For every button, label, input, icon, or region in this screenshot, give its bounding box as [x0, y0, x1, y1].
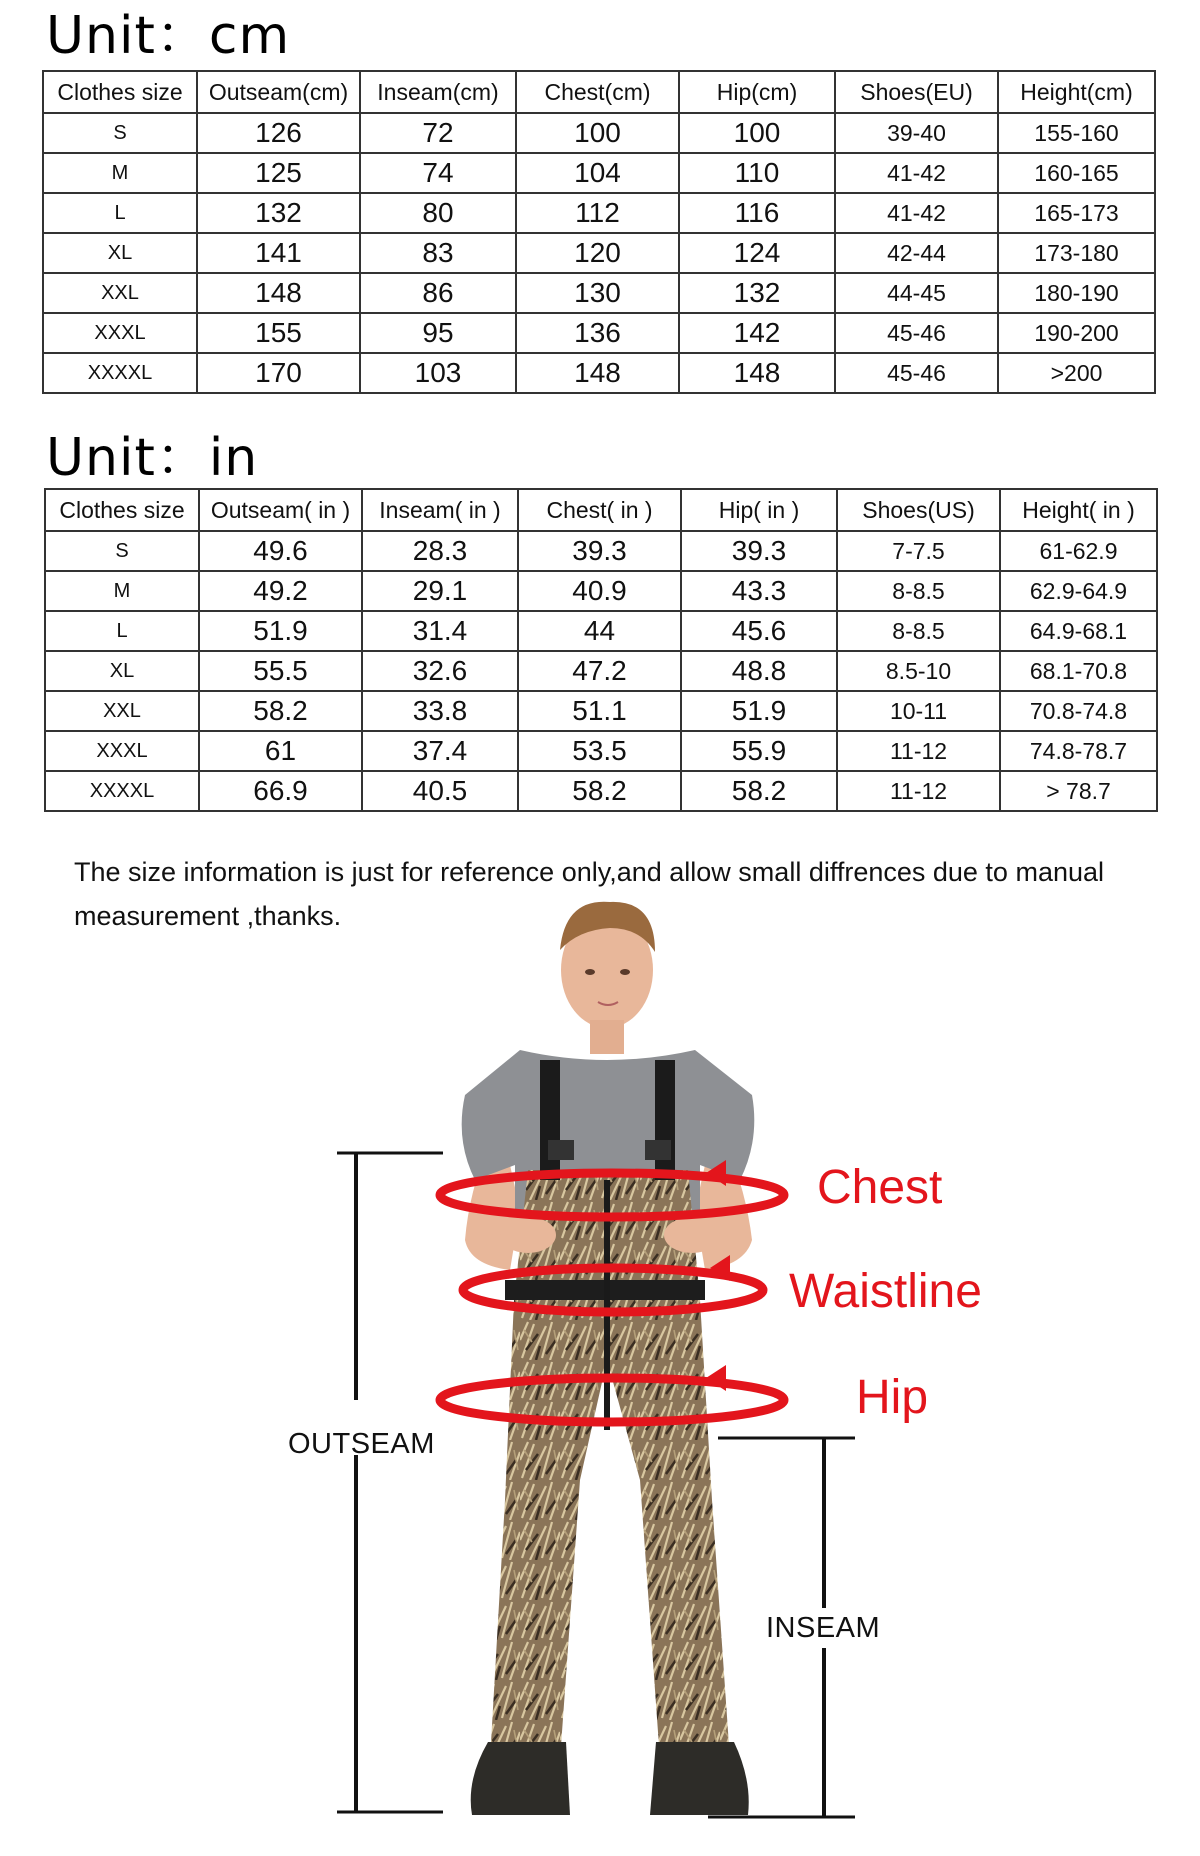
cell-shoes: 11-12 — [837, 731, 1000, 771]
cell-hip: 124 — [679, 233, 835, 273]
cell-hip: 43.3 — [681, 571, 837, 611]
cell-size: S — [45, 531, 199, 571]
cell-size: L — [43, 193, 197, 233]
cell-outseam: 148 — [197, 273, 360, 313]
cell-hip: 142 — [679, 313, 835, 353]
cell-outseam: 132 — [197, 193, 360, 233]
cell-size: L — [45, 611, 199, 651]
cell-hip: 58.2 — [681, 771, 837, 811]
cell-inseam: 33.8 — [362, 691, 518, 731]
cell-outseam: 126 — [197, 113, 360, 153]
cell-height: 180-190 — [998, 273, 1155, 313]
cell-size: XL — [45, 651, 199, 691]
cell-height: 64.9-68.1 — [1000, 611, 1157, 651]
table-row — [45, 571, 1157, 611]
header-shoes: Shoes(EU) — [835, 71, 998, 113]
cell-outseam: 49.6 — [199, 531, 362, 571]
cell-height: >200 — [998, 353, 1155, 393]
cell-shoes: 8.5-10 — [837, 651, 1000, 691]
cell-chest: 120 — [516, 233, 679, 273]
header-clothes-size: Clothes size — [43, 71, 197, 113]
table-row — [43, 113, 1155, 153]
cell-size: XXXL — [45, 731, 199, 771]
cell-size: XXXXL — [43, 353, 197, 393]
cell-shoes: 11-12 — [837, 771, 1000, 811]
cell-hip: 55.9 — [681, 731, 837, 771]
cell-height: 62.9-64.9 — [1000, 571, 1157, 611]
cell-shoes: 41-42 — [835, 153, 998, 193]
table-row — [43, 193, 1155, 233]
cell-height: 70.8-74.8 — [1000, 691, 1157, 731]
hip-ring — [440, 1365, 784, 1422]
table-row — [43, 153, 1155, 193]
cell-shoes: 44-45 — [835, 273, 998, 313]
cell-inseam: 29.1 — [362, 571, 518, 611]
inseam-label: INSEAM — [766, 1612, 881, 1644]
outseam-label: OUTSEAM — [288, 1428, 435, 1460]
cell-outseam: 125 — [197, 153, 360, 193]
cell-shoes: 8-8.5 — [837, 571, 1000, 611]
cell-size: XXXL — [43, 313, 197, 353]
model-boots — [471, 1742, 749, 1815]
cell-inseam: 28.3 — [362, 531, 518, 571]
cell-outseam: 51.9 — [199, 611, 362, 651]
measurement-figure — [0, 880, 1200, 1856]
table-row — [43, 233, 1155, 273]
cell-hip: 51.9 — [681, 691, 837, 731]
cell-shoes: 41-42 — [835, 193, 998, 233]
cell-chest: 53.5 — [518, 731, 681, 771]
cell-inseam: 37.4 — [362, 731, 518, 771]
header-hip: Hip( in ) — [681, 489, 837, 531]
model-head — [560, 902, 655, 1054]
cell-size: M — [43, 153, 197, 193]
header-clothes-size: Clothes size — [45, 489, 199, 531]
outseam-dimension-line — [337, 1153, 443, 1812]
size-table-cm — [42, 70, 1156, 394]
cell-hip: 110 — [679, 153, 835, 193]
cell-shoes: 10-11 — [837, 691, 1000, 731]
cell-size: XXL — [45, 691, 199, 731]
cell-chest: 40.9 — [518, 571, 681, 611]
cell-inseam: 80 — [360, 193, 516, 233]
cell-size: XL — [43, 233, 197, 273]
table-row — [45, 611, 1157, 651]
cell-height: 68.1-70.8 — [1000, 651, 1157, 691]
cell-inseam: 40.5 — [362, 771, 518, 811]
cell-height: 173-180 — [998, 233, 1155, 273]
chest-label: Chest — [817, 1161, 943, 1214]
cell-hip: 45.6 — [681, 611, 837, 651]
cell-height: 160-165 — [998, 153, 1155, 193]
header-height: Height( in ) — [1000, 489, 1157, 531]
cell-shoes: 8-8.5 — [837, 611, 1000, 651]
header-chest: Chest( in ) — [518, 489, 681, 531]
cell-inseam: 74 — [360, 153, 516, 193]
cell-height: > 78.7 — [1000, 771, 1157, 811]
cell-shoes: 45-46 — [835, 353, 998, 393]
cell-chest: 51.1 — [518, 691, 681, 731]
model-waders — [490, 1170, 730, 1760]
cell-hip: 48.8 — [681, 651, 837, 691]
cell-size: M — [45, 571, 199, 611]
cell-hip: 39.3 — [681, 531, 837, 571]
table-header-row — [45, 489, 1157, 531]
cell-chest: 100 — [516, 113, 679, 153]
cell-shoes: 45-46 — [835, 313, 998, 353]
measurement-illustration — [0, 880, 1200, 1856]
table-row — [43, 273, 1155, 313]
cell-inseam: 83 — [360, 233, 516, 273]
cell-hip: 116 — [679, 193, 835, 233]
header-shoes: Shoes(US) — [837, 489, 1000, 531]
cell-inseam: 32.6 — [362, 651, 518, 691]
header-chest: Chest(cm) — [516, 71, 679, 113]
header-outseam: Outseam( in ) — [199, 489, 362, 531]
cell-height: 155-160 — [998, 113, 1155, 153]
cell-shoes: 39-40 — [835, 113, 998, 153]
unit-in-title: Unit：in — [46, 428, 259, 488]
cell-inseam: 72 — [360, 113, 516, 153]
header-hip: Hip(cm) — [679, 71, 835, 113]
cell-size: XXL — [43, 273, 197, 313]
table-row — [43, 313, 1155, 353]
table-row — [45, 651, 1157, 691]
cell-hip: 132 — [679, 273, 835, 313]
cell-chest: 39.3 — [518, 531, 681, 571]
table-row — [45, 691, 1157, 731]
cell-hip: 100 — [679, 113, 835, 153]
table-row — [45, 531, 1157, 571]
cell-size: XXXXL — [45, 771, 199, 811]
cell-outseam: 49.2 — [199, 571, 362, 611]
cell-chest: 104 — [516, 153, 679, 193]
cell-outseam: 141 — [197, 233, 360, 273]
cell-inseam: 86 — [360, 273, 516, 313]
table-row — [45, 731, 1157, 771]
header-height: Height(cm) — [998, 71, 1155, 113]
cell-hip: 148 — [679, 353, 835, 393]
table-row — [45, 771, 1157, 811]
waistline-label: Waistline — [789, 1265, 982, 1318]
cell-inseam: 95 — [360, 313, 516, 353]
hip-label: Hip — [856, 1371, 929, 1424]
cell-chest: 112 — [516, 193, 679, 233]
cell-chest: 148 — [516, 353, 679, 393]
cell-size: S — [43, 113, 197, 153]
header-outseam: Outseam(cm) — [197, 71, 360, 113]
cell-shoes: 7-7.5 — [837, 531, 1000, 571]
size-table-in — [44, 488, 1158, 812]
cell-outseam: 66.9 — [199, 771, 362, 811]
header-inseam: Inseam(cm) — [360, 71, 516, 113]
cell-height: 165-173 — [998, 193, 1155, 233]
cell-outseam: 170 — [197, 353, 360, 393]
header-inseam: Inseam( in ) — [362, 489, 518, 531]
cell-outseam: 55.5 — [199, 651, 362, 691]
cell-chest: 130 — [516, 273, 679, 313]
cell-height: 61-62.9 — [1000, 531, 1157, 571]
cell-chest: 58.2 — [518, 771, 681, 811]
cell-chest: 136 — [516, 313, 679, 353]
unit-cm-title: Unit：cm — [46, 6, 291, 66]
cell-chest: 47.2 — [518, 651, 681, 691]
size-disclaimer-note: The size information is just for reference only,and allow small diffrences due to manual measurement ,thanks. — [74, 857, 1105, 931]
cell-outseam: 61 — [199, 731, 362, 771]
cell-shoes: 42-44 — [835, 233, 998, 273]
cell-inseam: 31.4 — [362, 611, 518, 651]
table-row — [43, 353, 1155, 393]
cell-height: 74.8-78.7 — [1000, 731, 1157, 771]
cell-chest: 44 — [518, 611, 681, 651]
cell-outseam: 58.2 — [199, 691, 362, 731]
cell-inseam: 103 — [360, 353, 516, 393]
table-header-row — [43, 71, 1155, 113]
cell-height: 190-200 — [998, 313, 1155, 353]
cell-outseam: 155 — [197, 313, 360, 353]
